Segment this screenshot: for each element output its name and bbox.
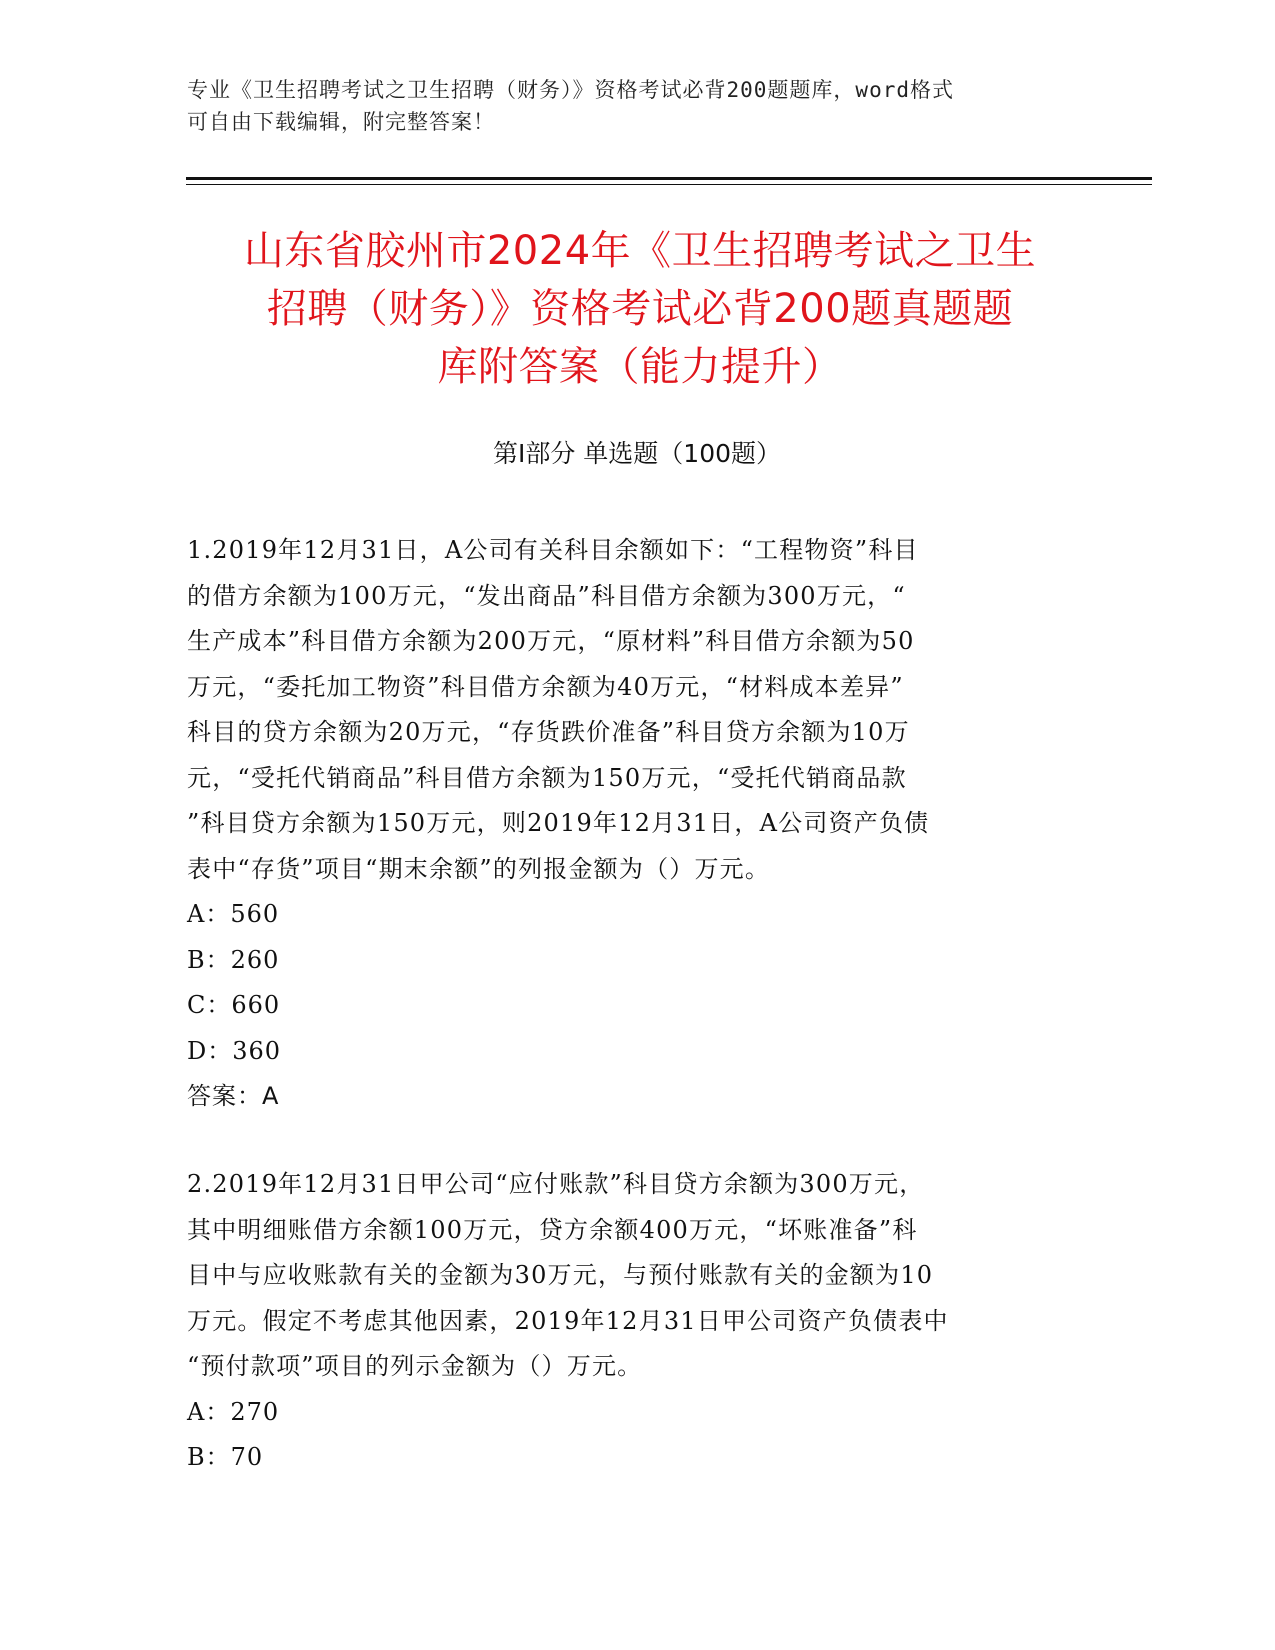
document-title: [160, 222, 1120, 396]
question-2-line: “预付款项”项目的列示金额为（）万元。: [187, 1352, 643, 1380]
question-1-line: 科目的贷方余额为20万元，“存货跌价准备”科目贷方余额为10万: [187, 718, 910, 746]
question-1-line: 的借方余额为100万元，“发出商品”科目借方余额为300万元，“: [187, 581, 906, 610]
header-divider-thin: [186, 184, 1152, 185]
question-1-line: 生产成本”科目借方余额为200万元，“原材料”科目借方余额为50: [187, 627, 915, 655]
question-2-option-a: A：270: [187, 1397, 280, 1426]
section-heading: 第Ⅰ部分 单选题（100题）: [492, 439, 782, 468]
question-2-line: 其中明细账借方余额100万元，贷方余额400万元，“坏账准备”科: [187, 1215, 918, 1244]
title-line-1: 山东省胶州市2024年《卫生招聘考试之卫生: [243, 228, 1037, 274]
question-1-option-a: A：560: [187, 900, 280, 928]
title-line-3: 库附答案（能力提升）: [437, 344, 843, 390]
question-1-line: ”科目贷方余额为150万元，则2019年12月31日，A公司资产负债: [187, 809, 930, 837]
question-1-line: 1.2019年12月31日，A公司有关科目余额如下：“工程物资”科目: [187, 536, 919, 564]
question-2-line: 目中与应收账款有关的金额为30万元，与预付账款有关的金额为10: [187, 1261, 934, 1289]
header-note-line-2: 可自由下载编辑，附完整答案！: [187, 110, 495, 134]
question-1-option-d: D：360: [187, 1036, 282, 1065]
header-divider-thick: [186, 177, 1152, 180]
question-1: [187, 528, 1067, 1120]
question-1-line: 元，“受托代销商品”科目借方余额为150万元，“受托代销商品款: [187, 763, 907, 792]
question-2: [187, 1162, 1067, 1481]
question-1-answer: 答案：A: [187, 1082, 280, 1110]
question-1-option-b: B：260: [187, 945, 280, 974]
question-1-line: 表中“存货”项目“期末余额”的列报金额为（）万元。: [187, 854, 771, 883]
question-2-option-b: B：70: [187, 1443, 264, 1471]
header-note-line-1: 专业《卫生招聘考试之卫生招聘（财务）》资格考试必背200题题库，word格式: [187, 78, 954, 102]
question-2-line: 万元。假定不考虑其他因素，2019年12月31日甲公司资产负债表中: [187, 1306, 949, 1335]
question-1-option-c: C：660: [187, 991, 281, 1019]
header-note: [187, 74, 1067, 138]
title-line-2: 招聘（财务）》资格考试必背200题真题题: [266, 286, 1014, 332]
question-2-line: 2.2019年12月31日甲公司“应付账款”科目贷方余额为300万元，: [187, 1170, 925, 1198]
question-1-line: 万元，“委托加工物资”科目借方余额为40万元，“材料成本差异”: [187, 672, 904, 701]
